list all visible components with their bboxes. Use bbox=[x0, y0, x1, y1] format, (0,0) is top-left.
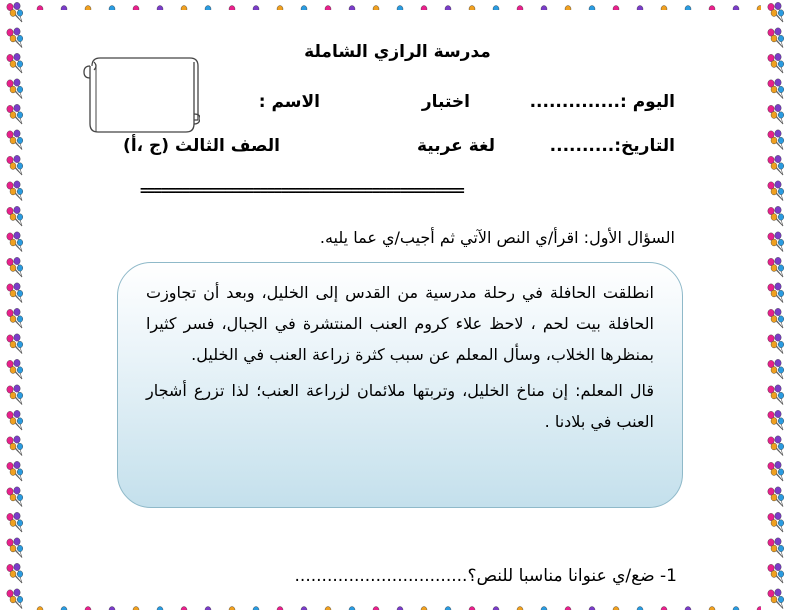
question-title-prompt: 1- ضع/ي عنوانا مناسبا للنص؟................................ bbox=[294, 566, 677, 586]
exam-label: اختبار bbox=[421, 92, 470, 112]
balloon-bunch-icon bbox=[761, 0, 795, 610]
question-1-prompt: السؤال الأول: اقرأ/ي النص الآتي ثم أجيب/ي عما يليه. bbox=[319, 228, 675, 247]
exam-page bbox=[40, 0, 755, 610]
date-field: التاريخ:.......... bbox=[549, 136, 675, 156]
passage-paragraph: قال المعلم: إن مناخ الخليل، وتربتها ملائمان لزراعة العنب؛ لذا تزرع أشجار العنب في بلادنا . bbox=[146, 381, 654, 431]
balloon-bunch-icon bbox=[0, 0, 34, 610]
left-balloon-border bbox=[0, 0, 34, 610]
passage-box bbox=[117, 262, 683, 508]
right-balloon-border bbox=[761, 0, 795, 610]
separator-line: ============================================== bbox=[140, 183, 464, 197]
name-field: الاسم : bbox=[258, 92, 320, 112]
grade-label: الصف الثالث (ج ،أ) bbox=[123, 136, 280, 156]
day-field: اليوم :.............. bbox=[529, 92, 675, 112]
subject-label: لغة عربية bbox=[416, 136, 495, 156]
scroll-name-box-icon bbox=[82, 52, 200, 136]
school-name: مدرسة الرازي الشاملة bbox=[304, 42, 491, 62]
passage-paragraph: انطلقت الحافلة في رحلة مدرسية من القدس إلى الخليل، وبعد أن تجاوزت الحافلة بيت لحم ، لاحظ علاء كروم العنب المنتشرة في الجبال، فسر كثيرا بمنظرها الخلاب، وسأل المعلم عن سبب كثرة زراعة العنب في الخليل. bbox=[146, 283, 654, 364]
